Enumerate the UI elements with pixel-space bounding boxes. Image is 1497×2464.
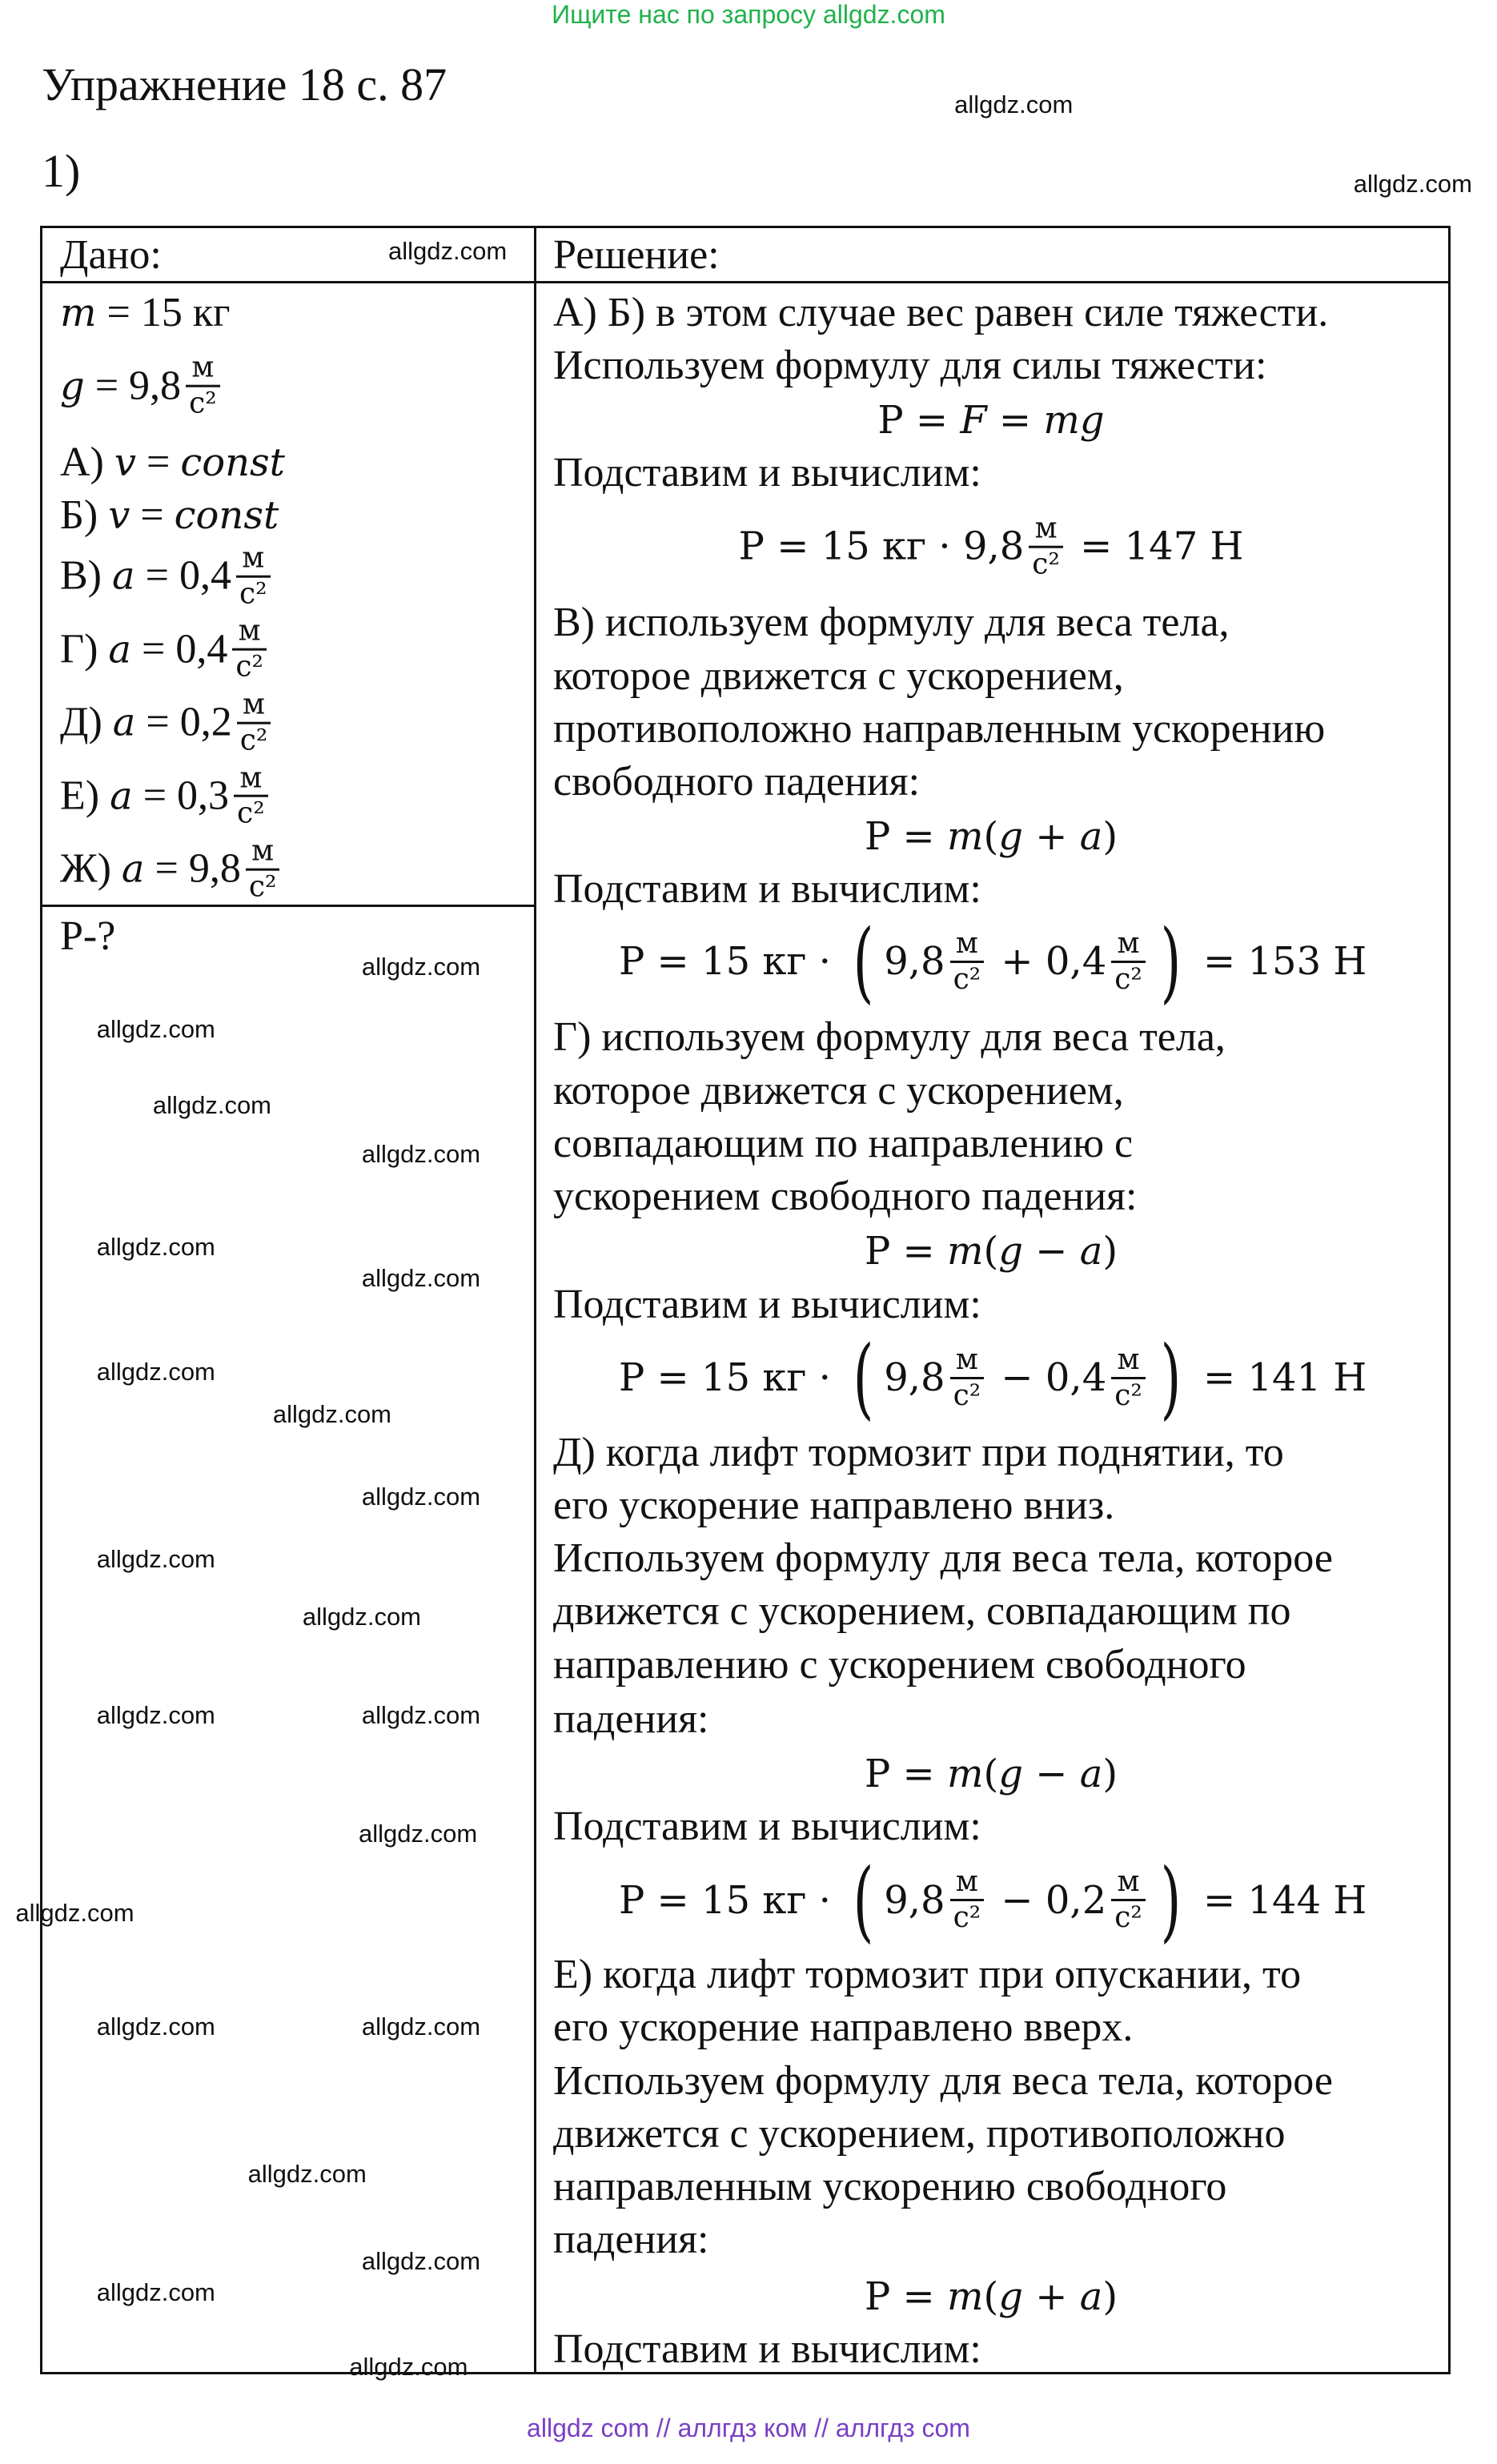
math-variable: g bbox=[998, 1751, 1023, 1796]
fraction-numerator: м bbox=[251, 834, 275, 868]
text-segment: = 153 Н bbox=[1190, 939, 1367, 985]
solution-formula bbox=[534, 2273, 1448, 2319]
text-segment: + 0,4 bbox=[989, 939, 1107, 985]
fraction-denominator: с² bbox=[1029, 545, 1063, 580]
watermark: allgdz.com bbox=[272, 1399, 392, 1428]
unit-fraction bbox=[234, 763, 268, 829]
math-variable: v bbox=[114, 439, 136, 485]
bracket: ( bbox=[853, 910, 874, 1013]
watermark: allgdz.com bbox=[96, 2013, 215, 2041]
solution-formula bbox=[534, 514, 1448, 580]
solution-formula bbox=[534, 1751, 1448, 1796]
text-segment: = 0,4 bbox=[134, 552, 231, 599]
unit-fraction bbox=[237, 690, 271, 756]
math-variable: a bbox=[1079, 1229, 1103, 1274]
math-variable: a bbox=[112, 553, 135, 599]
text-segment: ) bbox=[1102, 1229, 1118, 1274]
math-variable: m bbox=[60, 290, 97, 335]
solution-line: Е) когда лифт тормозит при опускании, то bbox=[553, 1952, 1302, 1998]
text-segment: P = bbox=[864, 814, 947, 860]
math-variable: g bbox=[998, 814, 1023, 860]
watermark: allgdz.com bbox=[247, 2159, 367, 2188]
header-divider bbox=[42, 281, 1448, 283]
text-segment: ) bbox=[1102, 814, 1118, 860]
watermark: allgdz.com bbox=[96, 1233, 215, 1262]
fraction-numerator: м bbox=[1117, 926, 1140, 960]
math-variable: const bbox=[174, 492, 279, 538]
solution-line: А) Б) в этом случае вес равен силе тяжести. bbox=[553, 289, 1329, 335]
given-item bbox=[60, 541, 275, 611]
text-segment: ( bbox=[983, 814, 999, 860]
watermark: allgdz.com bbox=[361, 2013, 481, 2041]
bracket: ) bbox=[1160, 1848, 1182, 1952]
solution-line: падения: bbox=[553, 2217, 709, 2263]
watermark: allgdz.com bbox=[361, 1483, 481, 1511]
fraction-denominator: с² bbox=[234, 795, 268, 829]
text-segment: P = bbox=[877, 398, 961, 443]
solution-line: его ускорение направлено вниз. bbox=[553, 1482, 1115, 1528]
text-segment: = 0,3 bbox=[132, 773, 230, 819]
fraction-numerator: м bbox=[242, 541, 265, 575]
solution-line: Используем формулу для веса тела, которое bbox=[553, 2057, 1333, 2104]
fraction-denominator: с² bbox=[950, 961, 985, 995]
text-segment: = 15 кг bbox=[96, 289, 231, 335]
text-segment: = 147 Н bbox=[1067, 524, 1244, 569]
math-variable: const bbox=[180, 439, 285, 485]
watermark: allgdz.com bbox=[361, 2246, 481, 2275]
text-segment: А) bbox=[60, 439, 114, 485]
fraction-numerator: м bbox=[955, 1342, 978, 1376]
fraction-numerator: м bbox=[239, 761, 263, 795]
text-segment: = 141 Н bbox=[1190, 1355, 1367, 1401]
given-header: Дано: bbox=[60, 232, 162, 278]
unit-fraction bbox=[236, 541, 271, 611]
given-item bbox=[60, 289, 231, 335]
text-segment: P = bbox=[864, 1229, 947, 1274]
math-variable: m bbox=[946, 814, 984, 860]
fraction-denominator: с² bbox=[237, 721, 271, 756]
text-segment: ) bbox=[1102, 2273, 1118, 2319]
watermark: allgdz.com bbox=[96, 1358, 215, 1387]
math-variable: a bbox=[1079, 1751, 1103, 1796]
unit-fraction bbox=[950, 926, 985, 996]
text-segment: 9,8 bbox=[884, 1355, 945, 1401]
solution-line: движется с ускорением, совпадающим по bbox=[553, 1588, 1291, 1635]
text-segment: Б) bbox=[60, 492, 109, 538]
watermark: allgdz.com bbox=[361, 952, 481, 981]
given-item bbox=[60, 616, 271, 683]
fraction-denominator: с² bbox=[950, 1377, 985, 1411]
text-segment: Г) bbox=[60, 626, 109, 672]
solution-header: Решение: bbox=[553, 232, 720, 278]
solution-line: противоположно направленным ускорению bbox=[553, 705, 1326, 752]
task-number: 1) bbox=[42, 145, 81, 197]
solution-line: Используем формулу для веса тела, которое bbox=[553, 1535, 1333, 1582]
solution-line: падения: bbox=[553, 1696, 709, 1742]
solution-line: Подставим и вычислим: bbox=[553, 1804, 981, 1850]
given-item bbox=[60, 690, 275, 756]
math-variable: F bbox=[960, 398, 987, 443]
solution-table bbox=[40, 226, 1451, 2374]
text-segment: P = bbox=[864, 1751, 947, 1796]
solution-line: Подставим и вычислим: bbox=[553, 1281, 981, 1327]
solution-line: Используем формулу для силы тяжести: bbox=[553, 342, 1267, 388]
watermark: allgdz.com bbox=[358, 1819, 478, 1848]
given-item bbox=[60, 834, 284, 904]
watermark: allgdz.com bbox=[361, 1700, 481, 1729]
solution-line: Подставим и вычислим: bbox=[553, 2326, 981, 2372]
solution-line: Подставим и вычислим: bbox=[553, 866, 981, 913]
watermark: allgdz.com bbox=[96, 1014, 215, 1043]
text-segment: P = 15 кг · bbox=[619, 939, 844, 985]
unit-fraction bbox=[950, 1342, 985, 1412]
unit-fraction bbox=[1029, 514, 1063, 580]
unit-fraction bbox=[186, 353, 220, 419]
given-item bbox=[60, 763, 273, 829]
text-segment: P = bbox=[864, 2273, 947, 2319]
bracket: ) bbox=[1160, 1326, 1182, 1430]
math-variable: a bbox=[112, 700, 136, 745]
fraction-numerator: м bbox=[243, 688, 266, 721]
find-label: P-? bbox=[60, 913, 116, 959]
fraction-numerator: м bbox=[238, 615, 261, 648]
watermark: allgdz.com bbox=[152, 1091, 272, 1120]
unit-fraction bbox=[950, 1867, 985, 1933]
watermark: allgdz.com bbox=[361, 1264, 481, 1293]
solution-line: которое движется с ускорением, bbox=[553, 1067, 1124, 1114]
exercise-title: Упражнение 18 с. 87 bbox=[42, 58, 447, 110]
math-variable: m bbox=[946, 1751, 984, 1796]
text-segment: В) bbox=[60, 552, 112, 599]
fraction-numerator: м bbox=[1117, 1342, 1140, 1376]
math-variable: v bbox=[108, 492, 130, 538]
text-segment: − bbox=[1022, 1751, 1080, 1796]
math-variable: g bbox=[60, 363, 85, 409]
text-segment: Д) bbox=[60, 699, 113, 745]
fraction-denominator: с² bbox=[236, 575, 271, 609]
watermark: allgdz.com bbox=[96, 2277, 215, 2306]
fraction-denominator: с² bbox=[246, 869, 280, 903]
fraction-denominator: с² bbox=[1111, 1377, 1146, 1411]
text-segment: ( bbox=[983, 1229, 999, 1274]
search-banner: Ищите нас по запросу allgdz.com bbox=[552, 0, 945, 29]
math-variable: m bbox=[946, 1229, 984, 1274]
solution-line: Г) используем формулу для веса тела, bbox=[553, 1014, 1226, 1061]
bracket: ) bbox=[1160, 910, 1182, 1013]
solution-line: его ускорение направлено вверх. bbox=[553, 2005, 1134, 2051]
text-segment: 9,8 bbox=[884, 1877, 945, 1923]
text-segment: − bbox=[1022, 1229, 1080, 1274]
solution-formula bbox=[534, 1229, 1448, 1274]
math-variable: a bbox=[1079, 2273, 1103, 2319]
unit-fraction bbox=[1111, 1342, 1146, 1412]
solution-formula bbox=[619, 910, 1419, 1013]
unit-fraction bbox=[1111, 1867, 1146, 1933]
fraction-denominator: с² bbox=[186, 385, 220, 419]
given-item bbox=[60, 439, 285, 485]
given-item bbox=[60, 492, 279, 538]
solution-formula bbox=[534, 398, 1448, 443]
solution-line: Д) когда лифт тормозит при поднятии, то bbox=[553, 1429, 1284, 1475]
unit-fraction bbox=[246, 834, 280, 904]
solution-line: Подставим и вычислим: bbox=[553, 450, 981, 496]
unit-fraction bbox=[232, 616, 267, 683]
watermark: allgdz.com bbox=[96, 1700, 215, 1729]
text-segment: = bbox=[130, 492, 175, 538]
fraction-numerator: м bbox=[955, 1865, 978, 1899]
math-variable: a bbox=[108, 627, 132, 672]
fraction-numerator: м bbox=[1117, 1865, 1140, 1899]
math-variable: a bbox=[110, 773, 133, 819]
text-segment: Ж) bbox=[60, 846, 122, 893]
text-segment: ( bbox=[983, 2273, 999, 2319]
solution-line: направлению с ускорением свободного bbox=[553, 1641, 1246, 1687]
given-divider bbox=[42, 905, 534, 907]
solution-line: движется с ускорением, противоположно bbox=[553, 2110, 1286, 2157]
math-variable: g bbox=[998, 1229, 1023, 1274]
solution-line: которое движется с ускорением, bbox=[553, 652, 1124, 699]
text-segment: P = 15 кг · 9,8 bbox=[738, 524, 1025, 569]
math-variable: a bbox=[1079, 814, 1103, 860]
watermark: allgdz.com bbox=[387, 236, 508, 265]
solution-line: направленным ускорению свободного bbox=[553, 2164, 1227, 2210]
solution-formula bbox=[619, 1326, 1419, 1430]
math-variable: g bbox=[998, 2273, 1023, 2319]
fraction-denominator: с² bbox=[232, 648, 267, 683]
text-segment: Е) bbox=[60, 773, 110, 819]
fraction-denominator: с² bbox=[1111, 961, 1146, 995]
footer-links: allgdz com // аллгдз ком // аллгдз com bbox=[527, 2414, 970, 2442]
watermark: allgdz.com bbox=[349, 2353, 468, 2382]
fraction-numerator: м bbox=[191, 351, 215, 384]
fraction-numerator: м bbox=[955, 926, 978, 960]
watermark: allgdz.com bbox=[15, 1899, 134, 1928]
solution-line: свободного падения: bbox=[553, 759, 921, 805]
text-segment: P = 15 кг · bbox=[619, 1877, 844, 1923]
text-segment: = bbox=[136, 439, 181, 485]
text-segment: = 0,4 bbox=[131, 626, 228, 672]
text-segment: ( bbox=[983, 1751, 999, 1796]
solution-formula bbox=[534, 814, 1448, 860]
given-item bbox=[60, 353, 225, 419]
text-segment: = 144 Н bbox=[1190, 1877, 1367, 1923]
text-segment: 9,8 bbox=[884, 939, 945, 985]
text-segment: ) bbox=[1102, 1751, 1118, 1796]
fraction-denominator: с² bbox=[950, 1899, 985, 1933]
text-segment: P = 15 кг · bbox=[619, 1355, 844, 1401]
watermark: allgdz.com bbox=[302, 1603, 422, 1631]
text-segment: − 0,2 bbox=[989, 1877, 1107, 1923]
watermark: allgdz.com bbox=[954, 90, 1074, 118]
fraction-denominator: с² bbox=[1111, 1899, 1146, 1933]
bracket: ( bbox=[853, 1326, 874, 1430]
text-segment: = 0,2 bbox=[135, 699, 232, 745]
bracket: ( bbox=[853, 1848, 874, 1952]
text-segment: − 0,4 bbox=[989, 1355, 1107, 1401]
math-variable: mg bbox=[1043, 398, 1105, 443]
watermark: allgdz.com bbox=[1353, 169, 1472, 198]
watermark: allgdz.com bbox=[96, 1545, 215, 1573]
unit-fraction bbox=[1111, 926, 1146, 996]
solution-line: ускорением свободного падения: bbox=[553, 1174, 1138, 1220]
solution-formula bbox=[619, 1848, 1419, 1952]
text-segment: + bbox=[1022, 814, 1080, 860]
text-segment: + bbox=[1022, 2273, 1080, 2319]
text-segment: = 9,8 bbox=[84, 363, 182, 409]
fraction-numerator: м bbox=[1034, 512, 1058, 545]
solution-line: В) используем формулу для веса тела, bbox=[553, 600, 1230, 646]
math-variable: a bbox=[121, 847, 145, 893]
text-segment: = 9,8 bbox=[144, 846, 241, 893]
text-segment: = bbox=[986, 398, 1044, 443]
solution-line: совпадающим по направлению с bbox=[553, 1120, 1134, 1166]
watermark: allgdz.com bbox=[361, 1139, 481, 1168]
math-variable: m bbox=[946, 2273, 984, 2319]
